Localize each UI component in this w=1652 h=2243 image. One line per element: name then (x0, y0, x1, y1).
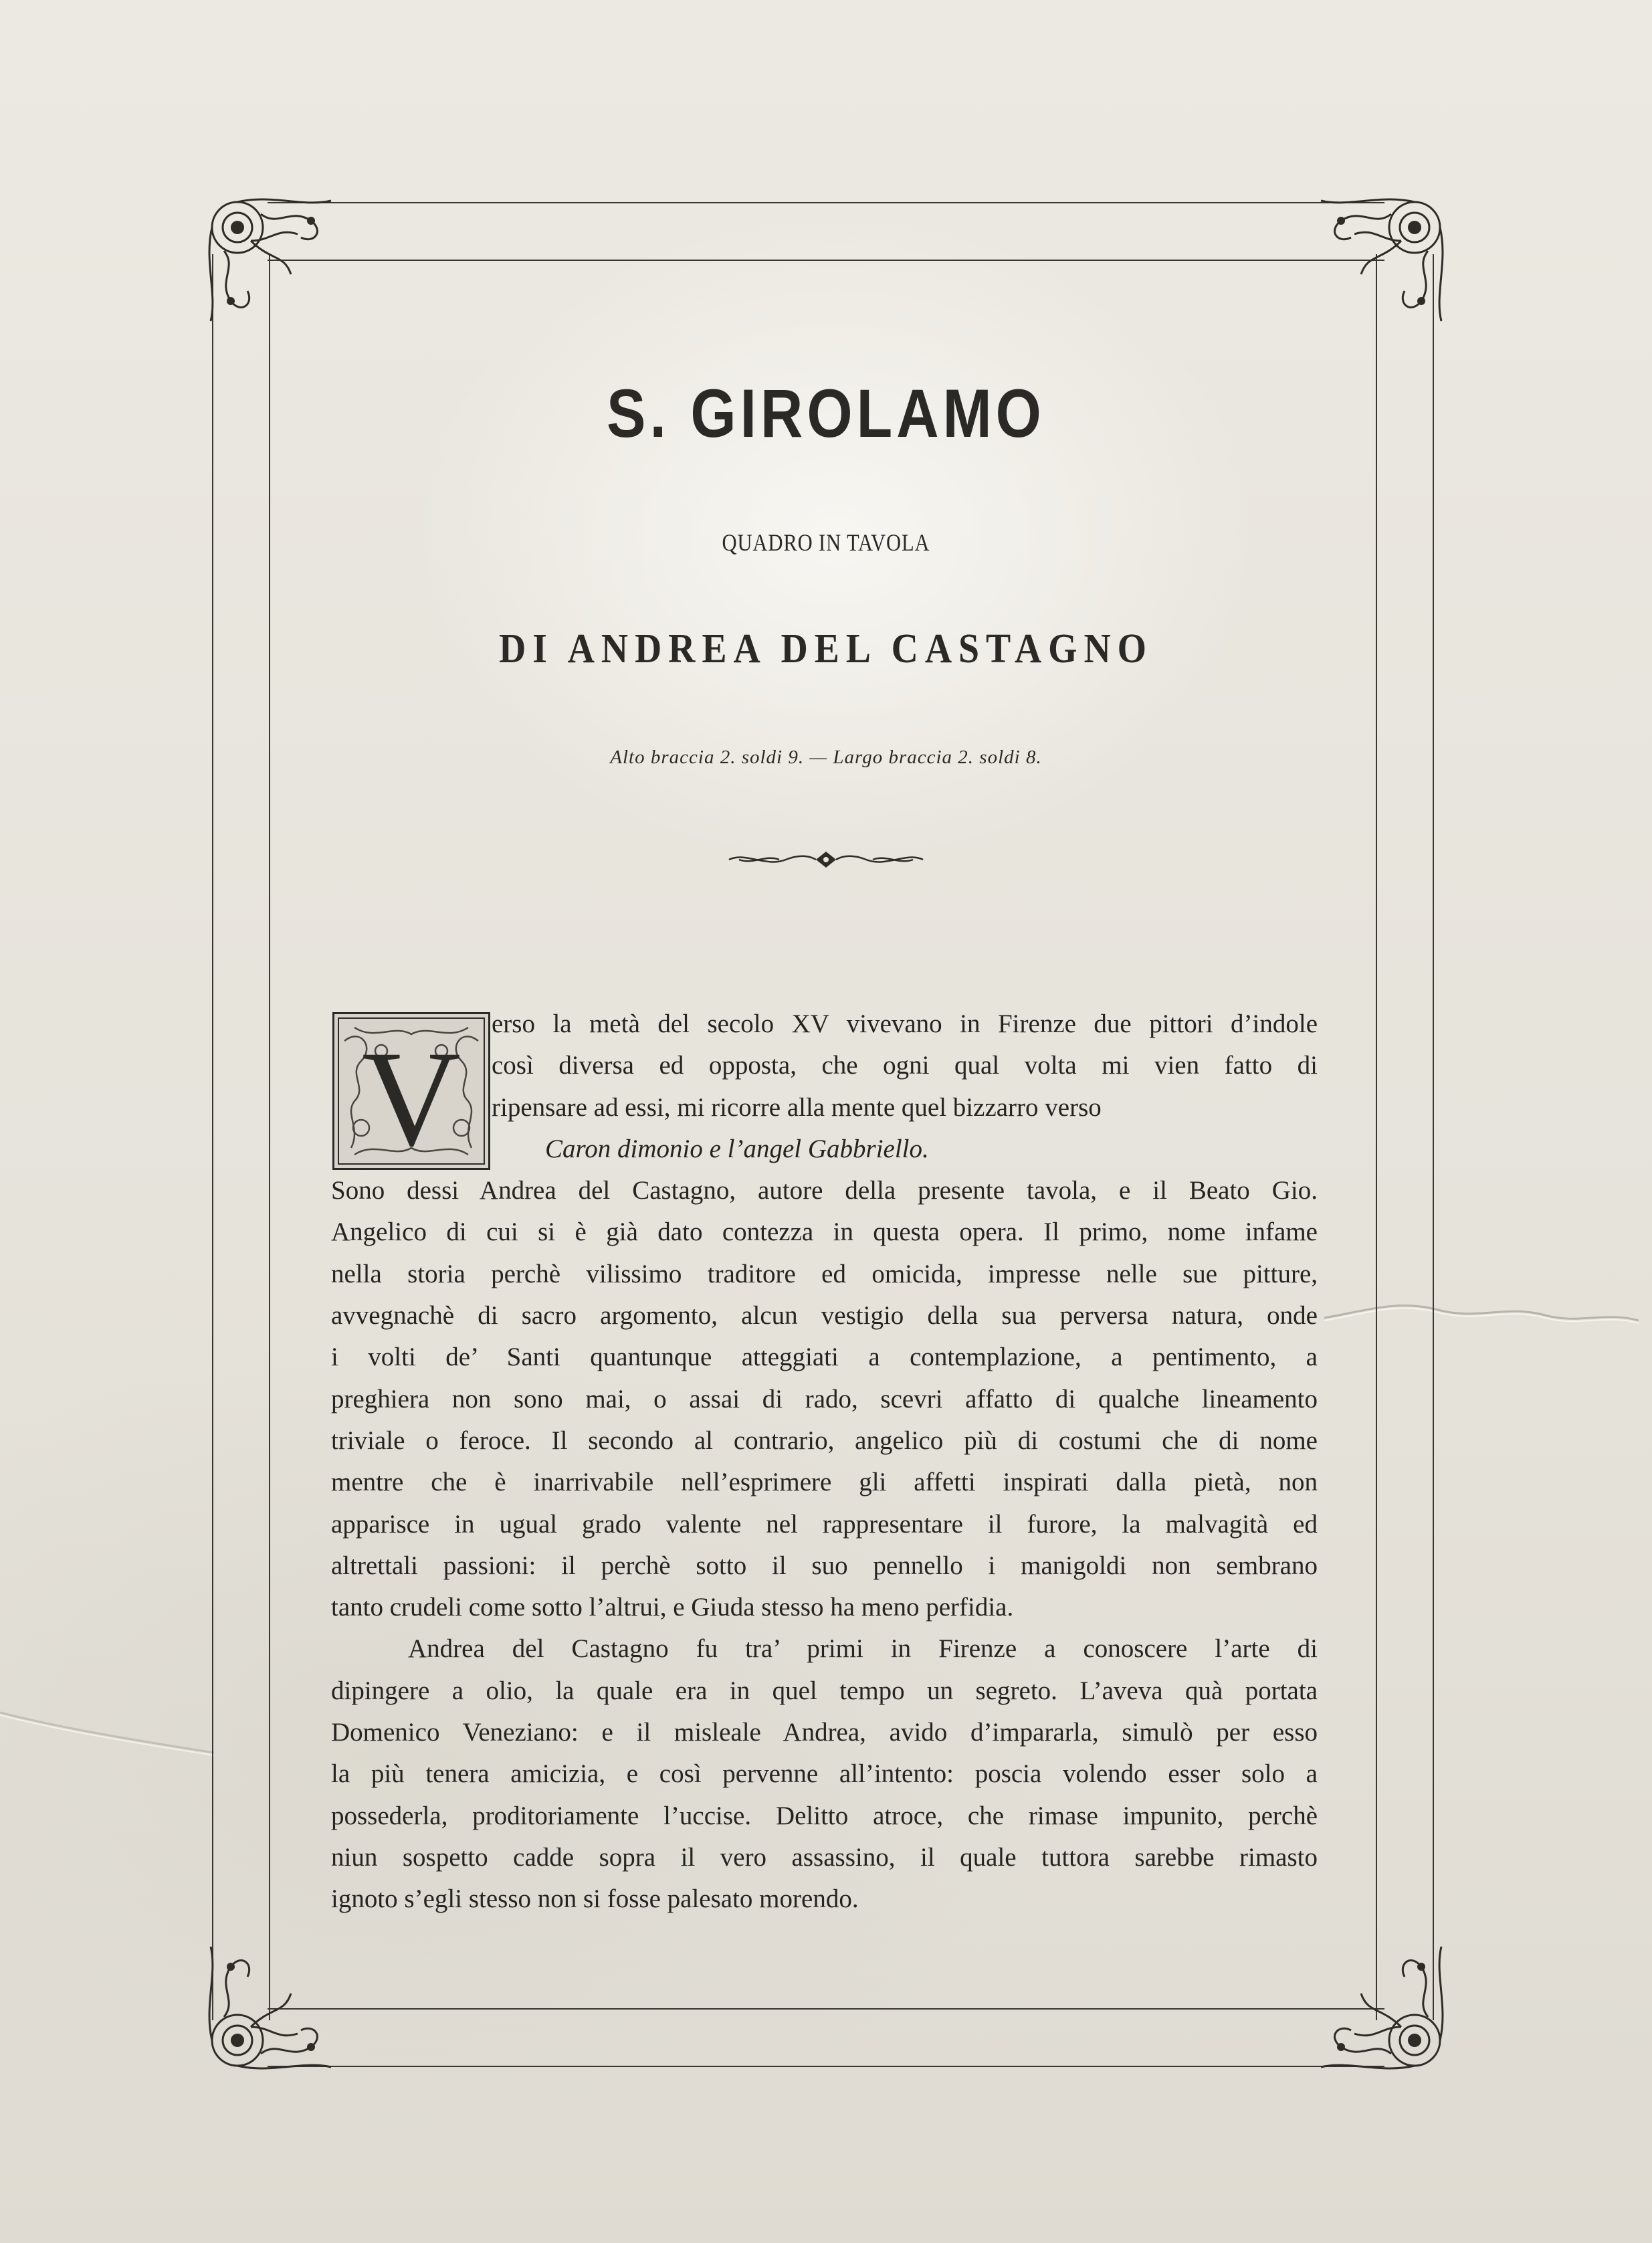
text-line: preghiera non sono mai, o assai di rado, scevri affatto di qualche lineamento (331, 1384, 1318, 1413)
corner-ornament-bottom-left (197, 1927, 351, 2080)
text-line: i volti de’ Santi quantunque atteggiati a contemplazione, a pentimento, a (331, 1343, 1318, 1372)
corner-ornament-top-left (197, 187, 351, 341)
author-line: DI ANDREA DEL CASTAGNO (499, 626, 1153, 672)
text-line: Domenico Veneziano: e il misleale Andrea, avido d’impararla, simulò per esso (331, 1718, 1318, 1747)
subtitle: QUADRO IN TAVOLA (722, 529, 930, 556)
text-line: altrettali passioni: il perchè sotto il suo pennello i manigoldi non sembrano (331, 1551, 1318, 1580)
paper-crease (0, 1699, 214, 1759)
text-line: mentre che è inarrivabile nell’esprimere gli affetti inspirati dalla pietà, non (331, 1468, 1318, 1497)
text-line: possederla, proditoriamente l’uccise. Delitto atroce, che rimase impunito, perchè (331, 1801, 1318, 1830)
paper-crease (1324, 1291, 1639, 1345)
text-line: niun sospetto cadde sopra il vero assassino, il quale tuttora sarebbe rimasto (331, 1842, 1318, 1872)
corner-ornament-top-right (1301, 187, 1455, 341)
text-line: così diversa ed opposta, che ogni qual volta mi vien fatto di (492, 1051, 1318, 1080)
text-line: Andrea del Castagno fu tra’ primi in Firenze a conoscere l’arte di (408, 1634, 1318, 1664)
body-text (331, 1003, 1318, 1921)
text-line: Caron dimonio e l’angel Gabbriello. (545, 1134, 929, 1163)
dimensions-line: Alto braccia 2. soldi 9. — Largo braccia 2. soldi 8. (610, 747, 1042, 768)
text-line: dipingere a olio, la quale era in quel tempo un segreto. L’aveva quà portata (331, 1676, 1318, 1705)
text-line: ignoto s’egli stesso non si fosse palesato morendo. (331, 1884, 859, 1914)
page-title: S. GIROLAMO (607, 375, 1045, 452)
text-line: Sono dessi Andrea del Castagno, autore della presente tavola, e il Beato Gio. (331, 1176, 1318, 1205)
corner-ornament-bottom-right (1301, 1927, 1455, 2080)
divider-ornament (726, 846, 926, 873)
text-line: triviale o feroce. Il secondo al contrario, angelico più di costumi che di nome (331, 1426, 1318, 1455)
text-line: erso la metà del secolo XV vivevano in Firenze due pittori d’indole (492, 1009, 1318, 1038)
text-line: avvegnachè di sacro argomento, alcun vestigio della sua perversa natura, onde (331, 1301, 1318, 1331)
svg-text:V: V (361, 1023, 461, 1168)
text-line: ripensare ad essi, mi ricorre alla mente quel bizzarro verso (492, 1092, 1102, 1122)
text-line: apparisce in ugual grado valente nel rappresentare il furore, la malvagità ed (331, 1509, 1318, 1539)
text-line: tanto crudeli come sotto l’altrui, e Giuda stesso ha meno perfidia. (331, 1593, 1014, 1622)
text-line: la più tenera amicizia, e così pervenne all’intento: poscia volendo esser solo a (331, 1759, 1318, 1789)
text-line: nella storia perchè vilissimo traditore ed omicida, impresse nelle sue pitture, (331, 1259, 1318, 1288)
text-line: Angelico di cui si è già dato contezza in questa opera. Il primo, nome infame (331, 1217, 1318, 1247)
